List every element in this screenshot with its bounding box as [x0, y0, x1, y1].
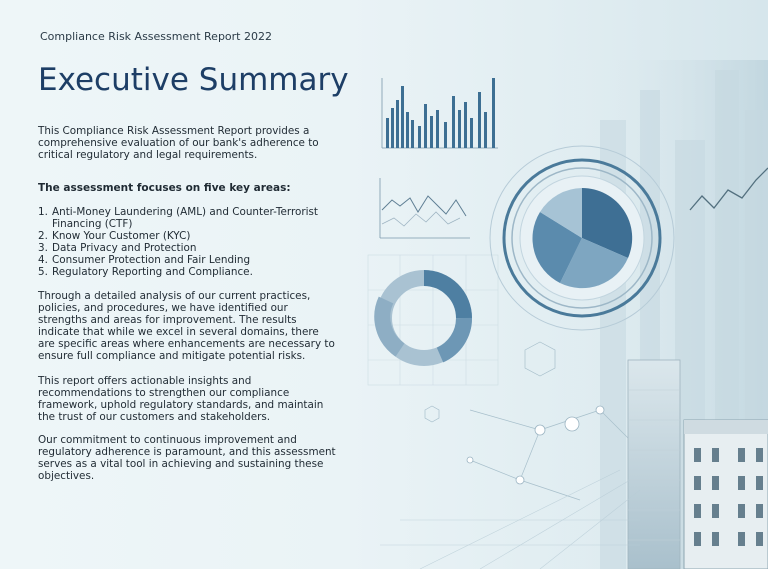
analysis-paragraph: Through a detailed analysis of our current practices, policies, and procedures, we have identified our strengths and areas for improvement. The results indicate that while we excel in several domains, there are specific areas where enhancements are necessary to ensure full compliance and mitigate potential risks. [38, 290, 335, 362]
list-item: 5. Regulatory Reporting and Compliance. [38, 266, 253, 278]
list-item: 3. Data Privacy and Protection [38, 242, 197, 254]
page-title: Executive Summary [38, 62, 349, 98]
line-chart-graphic [380, 178, 470, 238]
list-item: 1. Anti-Money Laundering (AML) and Counter-Terrorist Financing (CTF) [38, 206, 318, 230]
list-item: 2. Know Your Customer (KYC) [38, 230, 191, 242]
bar-chart-graphic [382, 78, 498, 148]
focus-area-list [38, 206, 338, 278]
report-title: Compliance Risk Assessment Report 2022 [40, 30, 272, 43]
list-item: 4. Consumer Protection and Fair Lending [38, 254, 251, 266]
intro-paragraph: This Compliance Risk Assessment Report provides a comprehensive evaluation of our bank's adherence to critical regulatory and legal requirements. [38, 125, 319, 161]
focus-heading: The assessment focuses on five key areas: [38, 182, 291, 194]
commitment-paragraph: Our commitment to continuous improvement and regulatory adherence is paramount, and this assessment serves as a vital tool in achieving and sustaining these objectives. [38, 434, 336, 482]
insights-paragraph: This report offers actionable insights and recommendations to strengthen our compliance framework, uphold regulatory standards, and maintain the trust of our customers and stakeholders. [38, 375, 324, 423]
